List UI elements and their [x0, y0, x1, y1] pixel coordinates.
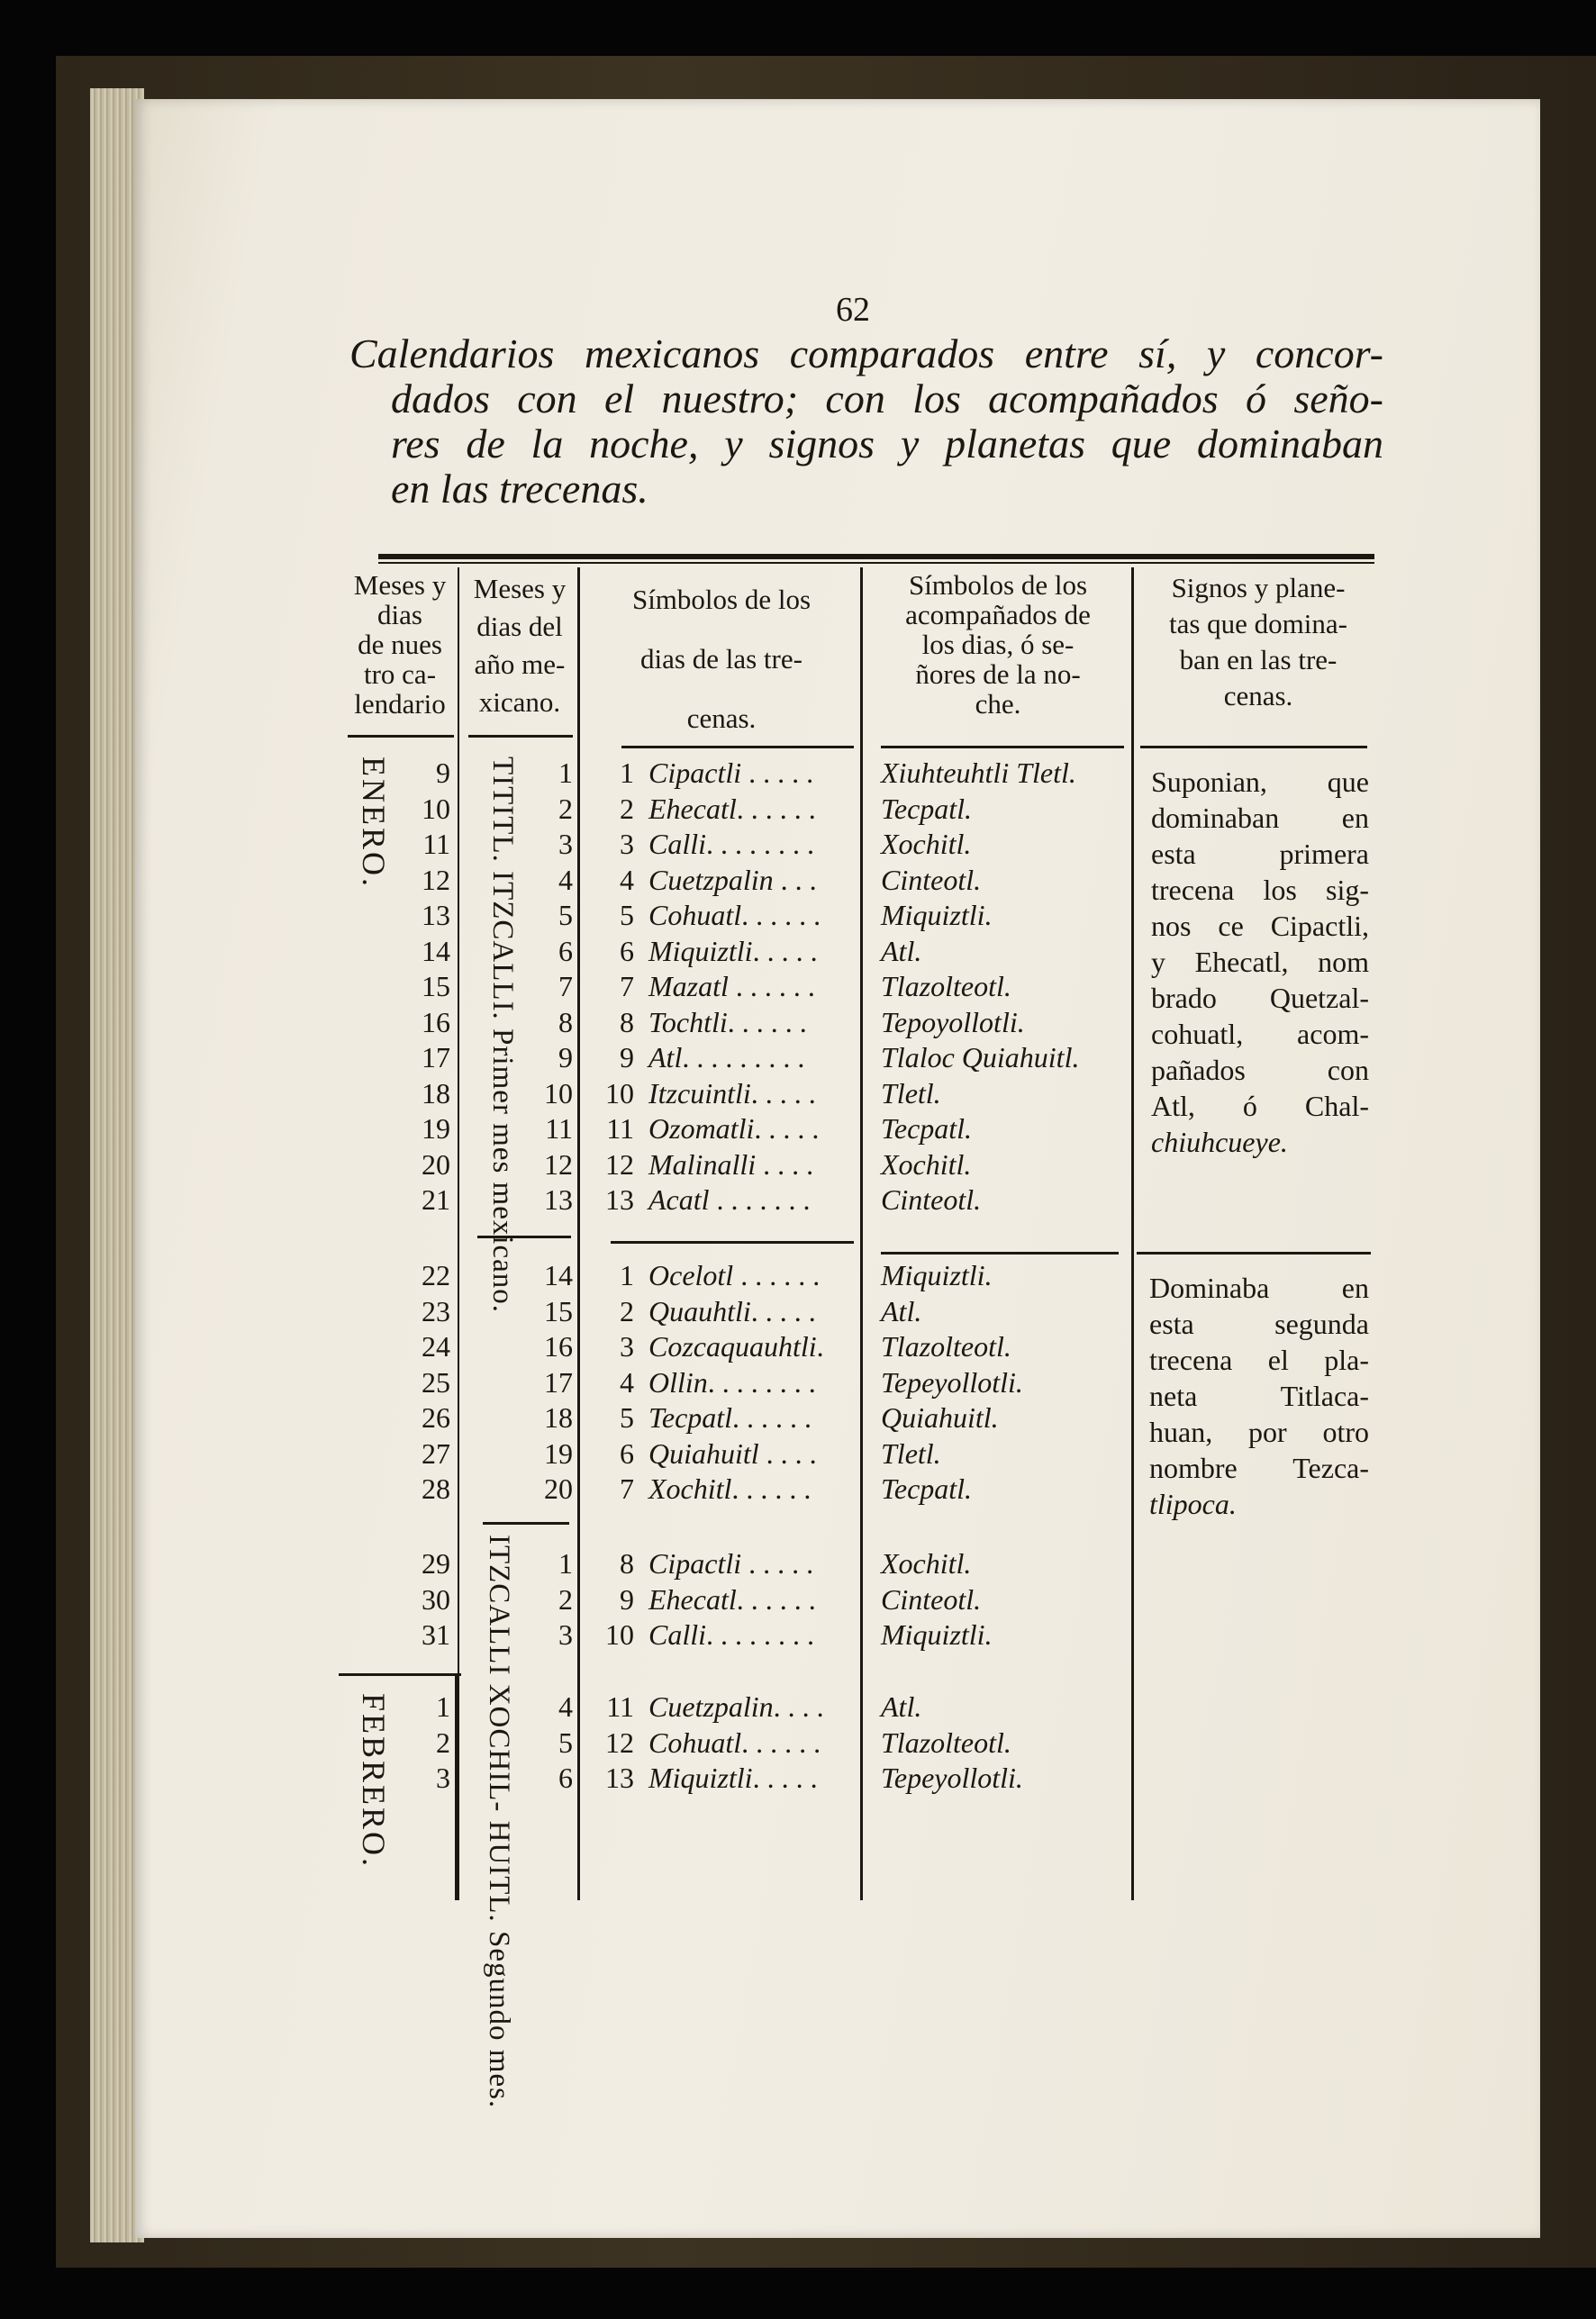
day-symbol-name: Mazatl: [648, 970, 729, 1002]
day-symbol-name: Ozomatli: [648, 1112, 755, 1145]
our-calendar-day: 17: [422, 1041, 450, 1073]
companion-lord: Tecpatl.: [881, 1472, 973, 1505]
mexican-calendar-day: 3: [558, 1618, 573, 1651]
mexican-calendar-day: 8: [558, 1005, 573, 1038]
note-line: neta Titlaca-: [1149, 1380, 1369, 1412]
our-calendar-day: 16: [422, 1005, 450, 1038]
header-line: ñores de la no-: [915, 658, 1081, 690]
section-rule: [483, 1522, 569, 1525]
leader-dots: . . . . . . . . .: [682, 1041, 805, 1073]
day-symbol: [648, 1437, 817, 1471]
our-calendar-day: 21: [422, 1183, 450, 1216]
day-symbol: [648, 899, 821, 932]
header-line: ban en las tre-: [1179, 644, 1338, 675]
note-line: chiuhcueye.: [1151, 1126, 1288, 1158]
companion-lord: Quiahuitl.: [881, 1401, 999, 1434]
day-symbol: [648, 1401, 812, 1435]
companion-lord: Xochitl.: [881, 1147, 972, 1181]
note-line: nos ce Cipactli,: [1151, 910, 1369, 942]
trecena-number: 12: [605, 1147, 634, 1181]
table-top-rule: [378, 554, 1374, 559]
trecena-number: 13: [605, 1183, 634, 1216]
companion-lord: Cinteotl.: [881, 863, 982, 896]
our-calendar-day: 15: [422, 970, 450, 1002]
header-line: dias del: [476, 611, 563, 642]
mexican-calendar-day: 3: [558, 828, 573, 860]
page-number: 62: [836, 291, 870, 329]
note-line: esta primera: [1151, 838, 1369, 870]
our-calendar-day: 9: [436, 756, 450, 789]
mexican-calendar-day: 5: [558, 1726, 573, 1759]
mexican-calendar-day: 6: [558, 1762, 573, 1794]
trecena-number: 2: [620, 792, 634, 825]
header-rule: [348, 735, 454, 738]
leader-dots: . . . . . . . .: [707, 1365, 816, 1399]
trecena-number: 7: [620, 1472, 634, 1505]
note-first-trecena: [1151, 764, 1369, 1160]
trecena-number: 6: [620, 1436, 634, 1470]
leader-dots: . . . . .: [750, 1076, 816, 1110]
day-symbol-name: Itzcuintli: [648, 1076, 751, 1110]
trecena-number: 10: [605, 1618, 634, 1651]
header-col-companions: [865, 570, 1131, 719]
day-symbol-name: Cohuatl: [648, 1726, 742, 1759]
day-symbol-name: Miquiztli: [648, 1762, 753, 1794]
note-line: huan, por otro: [1149, 1416, 1369, 1448]
mexican-calendar-day: 5: [558, 899, 573, 931]
day-symbol-name: Cuetzpalin: [648, 1690, 774, 1723]
trecena-number: 1: [620, 756, 634, 789]
our-calendar-day: 24: [422, 1330, 450, 1363]
trecena-number: 5: [620, 1401, 634, 1434]
mexican-calendar-day: 18: [544, 1401, 573, 1434]
our-calendar-day: 26: [422, 1401, 450, 1434]
day-symbol-name: Quiahuitl: [648, 1436, 759, 1470]
day-symbol-name: Quauhtli: [648, 1294, 751, 1327]
day-symbol-name: Ollin: [648, 1365, 708, 1399]
note-line: brado Quetzal-: [1151, 982, 1369, 1014]
our-calendar-day: 3: [436, 1762, 450, 1794]
note-line: tlipoca.: [1149, 1488, 1237, 1520]
day-symbol-name: Ehecatl: [648, 792, 737, 825]
header-line: los dias, ó se-: [921, 629, 1075, 660]
day-symbol: [648, 828, 814, 861]
day-symbol-name: Malinalli: [648, 1147, 757, 1181]
our-calendar-day: 12: [422, 863, 450, 896]
trecena-number: 10: [605, 1076, 634, 1110]
header-line: xicano.: [478, 686, 561, 718]
header-col-day-symbols: [584, 570, 859, 748]
companion-lord: Tlazolteotl.: [881, 1726, 1011, 1759]
trecena-number: 9: [620, 1041, 634, 1073]
companion-lord: Atl.: [881, 934, 922, 967]
trecena-number: 13: [605, 1762, 634, 1794]
day-symbol-name: Calli: [648, 828, 707, 860]
note-second-trecena: [1149, 1270, 1369, 1522]
our-calendar-day: 25: [422, 1365, 450, 1399]
trecena-number: 11: [606, 1112, 634, 1145]
leader-dots: . . . . . . . .: [706, 1618, 815, 1651]
day-symbol: [648, 756, 813, 790]
day-symbol-name: Cuetzpalin: [648, 863, 774, 896]
month-label-mexican-1: TITITL. ITZCALLI. Primer mes mexicano.: [486, 756, 519, 1314]
trecena-number: 8: [620, 1005, 634, 1038]
trecena-number: 2: [620, 1294, 634, 1327]
day-symbol: [648, 970, 815, 1003]
day-symbol-name: Miquiztli: [648, 934, 753, 967]
section-rule: [881, 1252, 1119, 1255]
companion-lord: Tlazolteotl.: [881, 970, 1011, 1002]
note-line: pañados con: [1151, 1054, 1369, 1086]
our-calendar-day: 30: [422, 1582, 450, 1616]
our-calendar-day: 2: [436, 1726, 450, 1759]
trecena-number: 8: [620, 1547, 634, 1580]
mexican-calendar-day: 16: [544, 1330, 573, 1363]
note-line: Suponian, que: [1151, 765, 1369, 798]
day-symbol: [648, 1472, 811, 1506]
header-rule: [1140, 746, 1367, 748]
section-rule: [611, 1241, 854, 1244]
day-symbol: [648, 1366, 816, 1400]
column-divider: [860, 567, 863, 1900]
header-line: Signos y plane-: [1171, 572, 1346, 603]
day-symbol-name: Tochtli: [648, 1005, 728, 1038]
companion-lord: Xochitl.: [881, 1547, 972, 1580]
day-symbol: [648, 1148, 813, 1182]
column-divider: [577, 567, 580, 1900]
day-symbol: [648, 1295, 816, 1328]
leader-dots: . . . . . .: [728, 970, 815, 1002]
leader-dots: . . . . . .: [732, 1401, 812, 1434]
trecena-number: 5: [620, 899, 634, 931]
our-calendar-day: 18: [422, 1076, 450, 1110]
note-line: dominaban en: [1151, 802, 1369, 834]
mexican-calendar-day: 14: [544, 1259, 573, 1291]
trecena-number: 3: [620, 828, 634, 860]
trecena-number: 4: [620, 1365, 634, 1399]
header-line: año me-: [474, 648, 566, 680]
companion-lord: Tecpatl.: [881, 1112, 973, 1145]
column-divider: [455, 1675, 458, 1900]
leader-dots: . . .: [773, 863, 817, 896]
trecena-number: 3: [620, 1330, 634, 1363]
companion-lord: Atl.: [881, 1690, 922, 1723]
day-symbol-name: Tecpatl: [648, 1401, 733, 1434]
companion-lord: Tepoyollotli.: [881, 1005, 1025, 1038]
note-line: trecena el pla-: [1149, 1344, 1369, 1376]
mexican-calendar-day: 20: [544, 1472, 573, 1505]
companion-lord: Atl.: [881, 1294, 922, 1327]
day-symbol: [648, 1618, 814, 1652]
header-col-mexican-calendar: [463, 570, 576, 721]
trecena-number: 4: [620, 863, 634, 896]
companion-lord: Miquiztli.: [881, 1259, 993, 1291]
month-label-febrero: FEBRERO.: [356, 1693, 392, 1870]
our-calendar-day: 23: [422, 1294, 450, 1327]
header-col-signs: [1137, 570, 1380, 714]
header-rule: [468, 735, 573, 738]
leader-dots: . . . .: [756, 1147, 814, 1181]
page-title: [349, 331, 1383, 512]
title-line: dados con el nuestro; con los acompañados ó seño-: [391, 376, 1383, 421]
leader-dots: . . . . . .: [733, 1259, 821, 1291]
mexican-calendar-day: 10: [544, 1076, 573, 1110]
our-calendar-day: 20: [422, 1147, 450, 1181]
leader-dots: . . . . . .: [731, 1472, 812, 1505]
companion-lord: Tletl.: [881, 1436, 941, 1470]
companion-lord: Cinteotl.: [881, 1183, 982, 1216]
month-label-mexican-2: ITZCALLI XOCHIL- HUITL. Segundo mes.: [483, 1535, 515, 2109]
note-line: trecena los sig-: [1151, 874, 1369, 906]
day-symbol-name: Cipactli: [648, 756, 742, 789]
leader-dots: . . . . . . .: [709, 1183, 811, 1216]
mexican-calendar-day: 6: [558, 934, 573, 967]
note-line: y Ehecatl, nom: [1151, 946, 1369, 978]
day-symbol: [648, 1077, 816, 1110]
leader-dots: .: [816, 1330, 824, 1363]
day-symbol-name: Ehecatl: [648, 1582, 737, 1616]
day-symbol: [648, 1006, 807, 1039]
header-col-our-calendar: [340, 570, 459, 719]
table-top-rule-thin: [378, 562, 1374, 564]
header-rule: [621, 746, 854, 748]
header-line: lendario: [354, 688, 446, 720]
our-calendar-day: 22: [422, 1259, 450, 1291]
companion-lord: Tepeyollotli.: [881, 1762, 1023, 1794]
section-rule: [1137, 1252, 1371, 1255]
header-line: dias: [377, 599, 422, 630]
column-divider: [1131, 567, 1134, 1900]
day-symbol-name: Cohuatl: [648, 899, 742, 931]
companion-lord: Tecpatl.: [881, 792, 973, 825]
header-line: Símbolos de los: [908, 569, 1088, 601]
companion-lord: Tepeyollotli.: [881, 1365, 1023, 1399]
header-rule: [881, 746, 1124, 748]
mexican-calendar-day: 19: [544, 1436, 573, 1470]
note-line: nombre Tezca-: [1149, 1452, 1369, 1484]
header-line: tro ca-: [363, 658, 437, 690]
trecena-number: 9: [620, 1582, 634, 1616]
mexican-calendar-day: 17: [544, 1365, 573, 1399]
day-symbol-name: Atl: [648, 1041, 683, 1073]
leader-dots: . . . .: [773, 1690, 824, 1723]
leader-dots: . . . . . .: [741, 899, 821, 931]
month-label-enero: ENERO.: [356, 756, 392, 889]
title-line: res de la noche, y signos y planetas que dominaban: [391, 421, 1383, 467]
mexican-calendar-day: 11: [545, 1112, 573, 1145]
leader-dots: . . . . . .: [741, 1726, 821, 1759]
mexican-calendar-day: 1: [558, 756, 573, 789]
trecena-number: 1: [620, 1259, 634, 1291]
day-symbol: [648, 1041, 804, 1074]
day-symbol: [648, 1183, 811, 1217]
header-line: Símbolos de los: [631, 584, 812, 615]
header-line: Meses y: [353, 569, 447, 601]
day-symbol: [648, 1112, 819, 1146]
companion-lord: Xochitl.: [881, 828, 972, 860]
note-line: Dominaba en: [1149, 1272, 1369, 1304]
leader-dots: . . . . .: [750, 1294, 816, 1327]
companion-lord: Cinteotl.: [881, 1582, 982, 1616]
day-symbol: [648, 1547, 813, 1581]
leader-dots: . . . . . .: [736, 1582, 816, 1616]
day-symbol: [648, 1690, 824, 1724]
companion-lord: Tlazolteotl.: [881, 1330, 1011, 1363]
trecena-number: 11: [606, 1690, 634, 1723]
companion-lord: Miquiztli.: [881, 1618, 993, 1651]
leader-dots: . . . . .: [754, 1112, 820, 1145]
trecena-number: 7: [620, 970, 634, 1002]
day-symbol-name: Cozcaquauhtli: [648, 1330, 817, 1363]
header-line: tas que domina-: [1168, 608, 1347, 639]
day-symbol: [648, 1259, 820, 1292]
leader-dots: . . . . . . . .: [706, 828, 815, 860]
header-line: che.: [975, 688, 1021, 720]
header-line: dias de las tre-: [640, 643, 803, 675]
leader-dots: . . . . .: [752, 934, 818, 967]
companion-lord: Tletl.: [881, 1076, 941, 1110]
mexican-calendar-day: 4: [558, 1690, 573, 1723]
header-line: acompañados de: [905, 599, 1091, 630]
mexican-calendar-day: 7: [558, 970, 573, 1002]
our-calendar-day: 27: [422, 1436, 450, 1470]
leader-dots: . . . . .: [741, 1547, 814, 1580]
header-line: cenas.: [1223, 680, 1293, 711]
mexican-calendar-day: 9: [558, 1041, 573, 1073]
column-divider: [458, 567, 459, 1900]
our-calendar-day: 11: [422, 828, 450, 860]
mexican-calendar-day: 2: [558, 792, 573, 825]
day-symbol: [648, 1583, 816, 1617]
header-line: cenas.: [686, 702, 757, 734]
leader-dots: . . . . . .: [736, 792, 816, 825]
our-calendar-day: 1: [436, 1690, 450, 1723]
day-symbol: [648, 1726, 821, 1760]
companion-lord: Tlaloc Quiahuitl.: [881, 1041, 1080, 1073]
section-rule: [339, 1673, 461, 1676]
day-symbol: [648, 1330, 824, 1363]
day-symbol-name: Acatl: [648, 1183, 710, 1216]
companion-lord: Xiuhteuhtli Tletl.: [881, 756, 1076, 789]
header-line: de nues: [358, 629, 442, 660]
day-symbol-name: Cipactli: [648, 1547, 742, 1580]
mexican-calendar-day: 13: [544, 1183, 573, 1216]
day-symbol: [648, 1762, 818, 1795]
companion-lord: Miquiztli.: [881, 899, 993, 931]
our-calendar-day: 29: [422, 1547, 450, 1580]
mexican-calendar-day: 15: [544, 1294, 573, 1327]
note-line: Atl, ó Chal-: [1151, 1090, 1369, 1122]
day-symbol-name: Xochitl: [648, 1472, 732, 1505]
mexican-calendar-day: 2: [558, 1582, 573, 1616]
our-calendar-day: 10: [422, 792, 450, 825]
note-line: cohuatl, acom-: [1151, 1018, 1369, 1050]
leader-dots: . . . . .: [741, 756, 814, 789]
our-calendar-day: 19: [422, 1112, 450, 1145]
mexican-calendar-day: 4: [558, 863, 573, 896]
our-calendar-day: 13: [422, 899, 450, 931]
day-symbol: [648, 864, 817, 897]
mexican-calendar-day: 12: [544, 1147, 573, 1181]
trecena-number: 6: [620, 934, 634, 967]
title-line: en las trecenas.: [391, 466, 648, 512]
trecena-number: 12: [605, 1726, 634, 1759]
leader-dots: . . . .: [758, 1436, 817, 1470]
leader-dots: . . . . .: [752, 1762, 818, 1794]
our-calendar-day: 28: [422, 1472, 450, 1505]
our-calendar-day: 31: [422, 1618, 450, 1651]
day-symbol-name: Calli: [648, 1618, 707, 1651]
day-symbol: [648, 935, 818, 968]
leader-dots: . . . . . .: [727, 1005, 807, 1038]
note-line: esta segunda: [1149, 1308, 1369, 1340]
title-line: Calendarios mexicanos comparados entre sí, y concor-: [349, 331, 1383, 376]
our-calendar-day: 14: [422, 934, 450, 967]
mexican-calendar-day: 1: [558, 1547, 573, 1580]
day-symbol: [648, 793, 816, 826]
header-line: Meses y: [473, 573, 567, 604]
day-symbol-name: Ocelotl: [648, 1259, 734, 1291]
